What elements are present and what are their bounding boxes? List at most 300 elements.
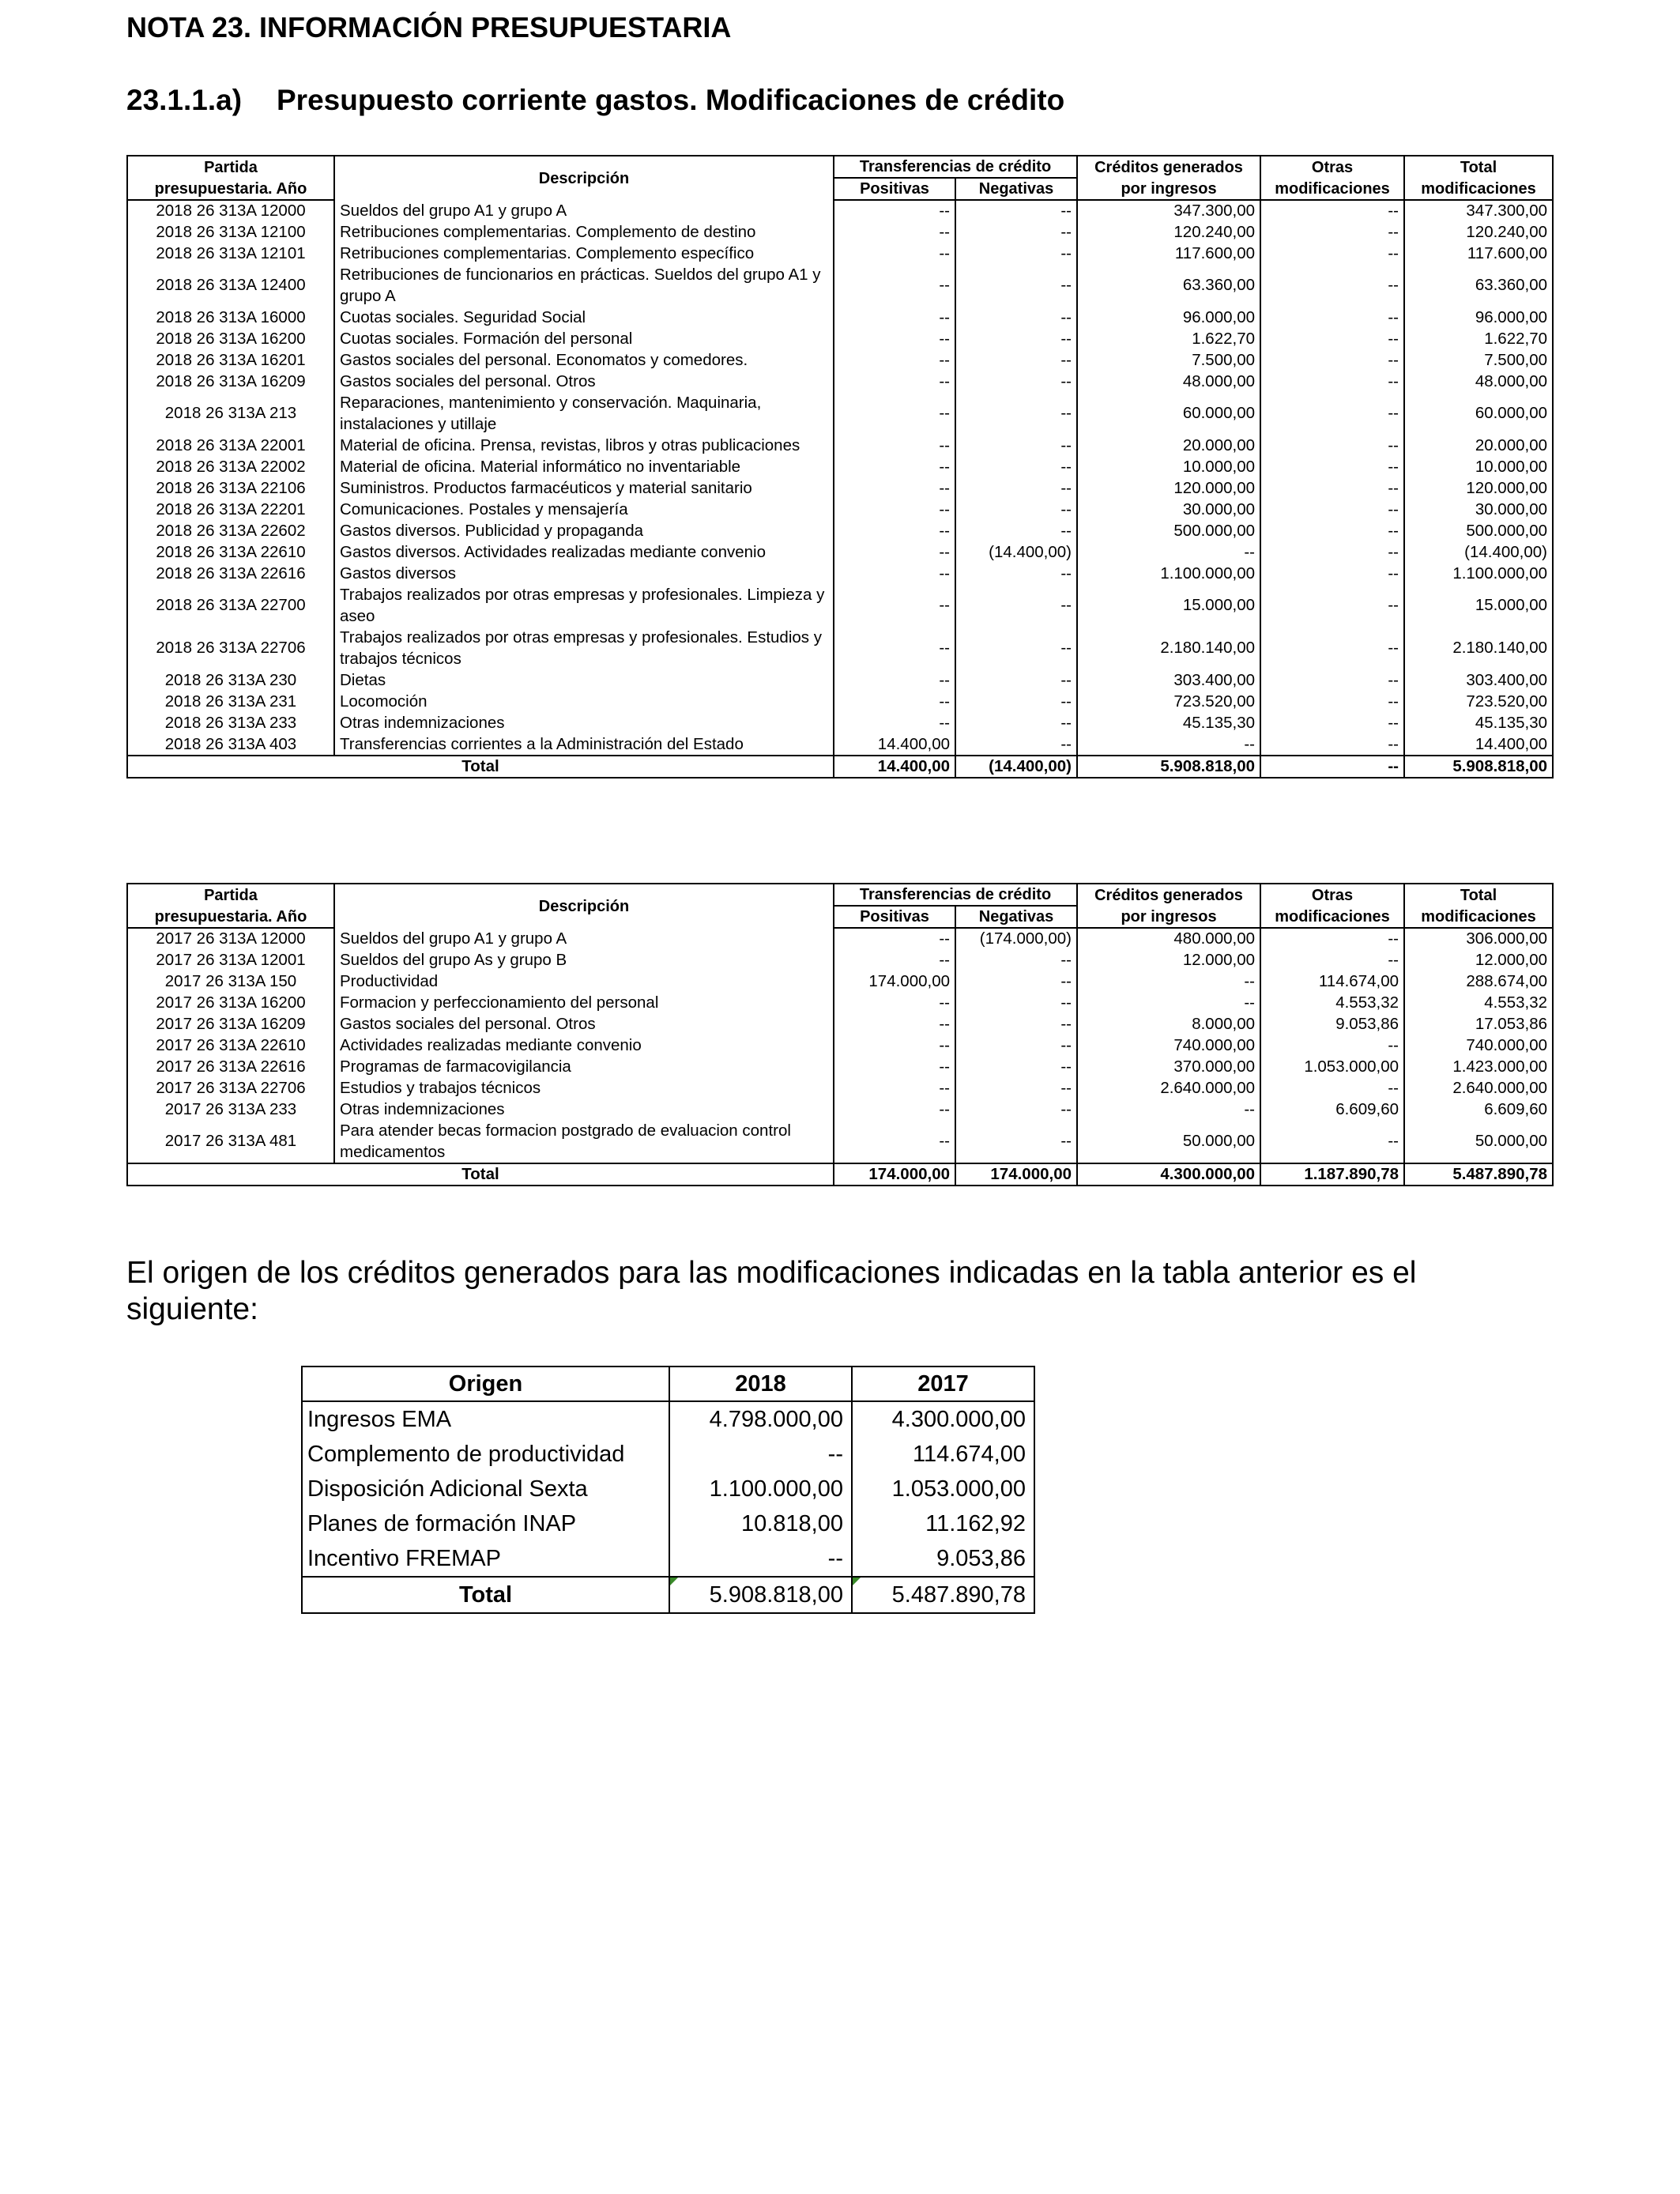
header-otras-l2: modificaciones	[1260, 178, 1404, 200]
descripcion-cell: Gastos diversos. Publicidad y propaganda	[334, 520, 834, 541]
table-row	[127, 1035, 1553, 1056]
negativas-cell: --	[955, 669, 1077, 691]
descripcion-cell: Transferencias corrientes a la Administración del Estado	[334, 733, 834, 756]
table-row	[127, 627, 1553, 669]
total-modificaciones-cell: 117.600,00	[1404, 243, 1553, 264]
origin-row	[302, 1506, 1034, 1541]
total-modificaciones-cell: 7.500,00	[1404, 349, 1553, 371]
table-row	[127, 307, 1553, 328]
origin-total-value: 5.908.818,00	[709, 1581, 843, 1608]
table-row	[127, 584, 1553, 627]
total-modificaciones-cell: (14.400,00)	[1404, 541, 1553, 563]
positivas-cell: --	[834, 307, 955, 328]
otras-modificaciones-cell: 4.553,32	[1260, 992, 1404, 1013]
positivas-cell: 14.400,00	[834, 733, 955, 756]
descripcion-cell: Otras indemnizaciones	[334, 712, 834, 733]
origin-label: Complemento de productividad	[302, 1437, 669, 1472]
partida-cell: 2018 26 313A 22106	[127, 477, 334, 499]
total-modificaciones-cell: 500.000,00	[1404, 520, 1553, 541]
table-row	[127, 669, 1553, 691]
otras-modificaciones-cell: --	[1260, 627, 1404, 669]
creditos-generados-cell: 7.500,00	[1077, 349, 1260, 371]
creditos-generados-cell: 20.000,00	[1077, 435, 1260, 456]
otras-modificaciones-cell: --	[1260, 456, 1404, 477]
header-transferencias: Transferencias de crédito	[834, 156, 1077, 178]
table-row	[127, 563, 1553, 584]
table-row	[127, 971, 1553, 992]
origin-label: Planes de formación INAP	[302, 1506, 669, 1541]
creditos-generados-cell: 63.360,00	[1077, 264, 1260, 307]
otras-modificaciones-cell: --	[1260, 200, 1404, 221]
descripcion-cell: Cuotas sociales. Seguridad Social	[334, 307, 834, 328]
descripcion-cell: Material de oficina. Prensa, revistas, libros y otras publicaciones	[334, 435, 834, 456]
negativas-cell: --	[955, 1077, 1077, 1099]
creditos-generados-cell: 480.000,00	[1077, 928, 1260, 949]
positivas-cell: --	[834, 992, 955, 1013]
descripcion-cell: Actividades realizadas mediante convenio	[334, 1035, 834, 1056]
descripcion-cell: Programas de farmacovigilancia	[334, 1056, 834, 1077]
creditos-generados-cell: 48.000,00	[1077, 371, 1260, 392]
negativas-cell: --	[955, 1099, 1077, 1120]
section-subtitle	[126, 84, 1064, 117]
creditos-generados-cell: 45.135,30	[1077, 712, 1260, 733]
otras-modificaciones-cell: 9.053,86	[1260, 1013, 1404, 1035]
origin-value-2018: 4.798.000,00	[669, 1401, 852, 1437]
origin-label: Incentivo FREMAP	[302, 1541, 669, 1577]
origin-total-row	[302, 1577, 1034, 1613]
origin-header-origen: Origen	[302, 1367, 669, 1401]
origin-label: Ingresos EMA	[302, 1401, 669, 1437]
positivas-cell: --	[834, 371, 955, 392]
origin-row	[302, 1541, 1034, 1577]
descripcion-cell: Reparaciones, mantenimiento y conservación. Maquinaria, instalaciones y utillaje	[334, 392, 834, 435]
creditos-generados-cell: 117.600,00	[1077, 243, 1260, 264]
header-otras: Otras	[1260, 884, 1404, 906]
origin-value-2017: 114.674,00	[852, 1437, 1034, 1472]
header-descripcion: Descripción	[334, 156, 834, 200]
descripcion-cell: Retribuciones de funcionarios en prácticas. Sueldos del grupo A1 y grupo A	[334, 264, 834, 307]
creditos-generados-cell: --	[1077, 541, 1260, 563]
table-row	[127, 221, 1553, 243]
partida-cell: 2017 26 313A 16209	[127, 1013, 334, 1035]
total-modificaciones-cell: 723.520,00	[1404, 691, 1553, 712]
total-negativas: (14.400,00)	[955, 756, 1077, 778]
partida-cell: 2018 26 313A 22602	[127, 520, 334, 541]
total-modificaciones-cell: 30.000,00	[1404, 499, 1553, 520]
descripcion-cell: Suministros. Productos farmacéuticos y material sanitario	[334, 477, 834, 499]
descripcion-cell: Locomoción	[334, 691, 834, 712]
partida-cell: 2018 26 313A 213	[127, 392, 334, 435]
total-modificaciones-cell: 1.100.000,00	[1404, 563, 1553, 584]
partida-cell: 2018 26 313A 231	[127, 691, 334, 712]
negativas-cell: --	[955, 477, 1077, 499]
otras-modificaciones-cell: --	[1260, 264, 1404, 307]
creditos-generados-cell: 8.000,00	[1077, 1013, 1260, 1035]
otras-modificaciones-cell: --	[1260, 1120, 1404, 1163]
total-modificaciones-cell: 17.053,86	[1404, 1013, 1553, 1035]
origin-total-2018	[669, 1577, 852, 1613]
otras-modificaciones-cell: --	[1260, 499, 1404, 520]
partida-cell: 2018 26 313A 403	[127, 733, 334, 756]
header-creditos: Créditos generados	[1077, 884, 1260, 906]
negativas-cell: (14.400,00)	[955, 541, 1077, 563]
table-row	[127, 1056, 1553, 1077]
header-otras: Otras	[1260, 156, 1404, 178]
total-row	[127, 1163, 1553, 1186]
total-modificaciones-cell: 2.180.140,00	[1404, 627, 1553, 669]
creditos-generados-cell: 500.000,00	[1077, 520, 1260, 541]
table-row	[127, 1099, 1553, 1120]
otras-modificaciones-cell: 1.053.000,00	[1260, 1056, 1404, 1077]
positivas-cell: --	[834, 499, 955, 520]
descripcion-cell: Gastos sociales del personal. Economatos y comedores.	[334, 349, 834, 371]
table-row	[127, 520, 1553, 541]
table-row	[127, 349, 1553, 371]
negativas-cell: --	[955, 264, 1077, 307]
otras-modificaciones-cell: --	[1260, 477, 1404, 499]
table-row	[127, 928, 1553, 949]
partida-cell: 2017 26 313A 481	[127, 1120, 334, 1163]
positivas-cell: --	[834, 712, 955, 733]
creditos-generados-cell: 303.400,00	[1077, 669, 1260, 691]
positivas-cell: --	[834, 669, 955, 691]
positivas-cell: 174.000,00	[834, 971, 955, 992]
total-modificaciones-cell: 96.000,00	[1404, 307, 1553, 328]
origin-value-2017: 11.162,92	[852, 1506, 1034, 1541]
page-title: NOTA 23. INFORMACIÓN PRESUPUESTARIA	[126, 11, 732, 43]
header-creditos-l2: por ingresos	[1077, 178, 1260, 200]
header-total-l2: modificaciones	[1404, 178, 1553, 200]
partida-cell: 2018 26 313A 12100	[127, 221, 334, 243]
table-row	[127, 541, 1553, 563]
total-modificaciones-cell: 120.000,00	[1404, 477, 1553, 499]
table-row	[127, 371, 1553, 392]
header-total-l2: modificaciones	[1404, 906, 1553, 928]
partida-cell: 2017 26 313A 22706	[127, 1077, 334, 1099]
otras-modificaciones-cell: --	[1260, 435, 1404, 456]
negativas-cell: --	[955, 307, 1077, 328]
total-creditos-generados: 4.300.000,00	[1077, 1163, 1260, 1186]
partida-cell: 2018 26 313A 230	[127, 669, 334, 691]
total-otras-modificaciones: 1.187.890,78	[1260, 1163, 1404, 1186]
otras-modificaciones-cell: --	[1260, 371, 1404, 392]
positivas-cell: --	[834, 691, 955, 712]
table-row	[127, 435, 1553, 456]
descripcion-cell: Trabajos realizados por otras empresas y profesionales. Limpieza y aseo	[334, 584, 834, 627]
descripcion-cell: Trabajos realizados por otras empresas y profesionales. Estudios y trabajos técnicos	[334, 627, 834, 669]
total-otras-modificaciones: --	[1260, 756, 1404, 778]
header-partida: Partida	[127, 884, 334, 906]
creditos-generados-cell: 96.000,00	[1077, 307, 1260, 328]
positivas-cell: --	[834, 1077, 955, 1099]
section-number: 23.1.1.a)	[126, 84, 243, 116]
otras-modificaciones-cell: 114.674,00	[1260, 971, 1404, 992]
positivas-cell: --	[834, 563, 955, 584]
table-row	[127, 456, 1553, 477]
table-row	[127, 243, 1553, 264]
negativas-cell: --	[955, 712, 1077, 733]
descripcion-cell: Productividad	[334, 971, 834, 992]
negativas-cell: --	[955, 1035, 1077, 1056]
partida-cell: 2017 26 313A 22616	[127, 1056, 334, 1077]
table-row	[127, 992, 1553, 1013]
negativas-cell: --	[955, 371, 1077, 392]
table-row	[127, 712, 1553, 733]
total-negativas: 174.000,00	[955, 1163, 1077, 1186]
header-creditos: Créditos generados	[1077, 156, 1260, 178]
creditos-generados-cell: --	[1077, 733, 1260, 756]
total-modificaciones-cell: 4.553,32	[1404, 992, 1553, 1013]
descripcion-cell: Sueldos del grupo As y grupo B	[334, 949, 834, 971]
total-modificaciones-cell: 347.300,00	[1404, 200, 1553, 221]
partida-cell: 2017 26 313A 233	[127, 1099, 334, 1120]
partida-cell: 2018 26 313A 22610	[127, 541, 334, 563]
positivas-cell: --	[834, 349, 955, 371]
total-modificaciones-cell: 20.000,00	[1404, 435, 1553, 456]
otras-modificaciones-cell: --	[1260, 712, 1404, 733]
total-modificaciones: 5.908.818,00	[1404, 756, 1553, 778]
creditos-generados-cell: 1.622,70	[1077, 328, 1260, 349]
descripcion-cell: Cuotas sociales. Formación del personal	[334, 328, 834, 349]
table-row	[127, 200, 1553, 221]
header-partida-l2: presupuestaria. Año	[127, 178, 334, 200]
table-row	[127, 392, 1553, 435]
creditos-generados-cell: 1.100.000,00	[1077, 563, 1260, 584]
descripcion-cell: Sueldos del grupo A1 y grupo A	[334, 200, 834, 221]
origin-row	[302, 1472, 1034, 1506]
descripcion-cell: Formacion y perfeccionamiento del personal	[334, 992, 834, 1013]
partida-cell: 2018 26 313A 22700	[127, 584, 334, 627]
partida-cell: 2018 26 313A 22201	[127, 499, 334, 520]
table-row	[127, 691, 1553, 712]
origin-value-2018: 10.818,00	[669, 1506, 852, 1541]
total-row	[127, 756, 1553, 778]
creditos-generados-cell: 347.300,00	[1077, 200, 1260, 221]
positivas-cell: --	[834, 1099, 955, 1120]
positivas-cell: --	[834, 328, 955, 349]
table-row	[127, 949, 1553, 971]
total-modificaciones-cell: 740.000,00	[1404, 1035, 1553, 1056]
partida-cell: 2018 26 313A 22002	[127, 456, 334, 477]
partida-cell: 2018 26 313A 12101	[127, 243, 334, 264]
table-row	[127, 264, 1553, 307]
creditos-generados-cell: 12.000,00	[1077, 949, 1260, 971]
creditos-generados-cell: 723.520,00	[1077, 691, 1260, 712]
positivas-cell: --	[834, 949, 955, 971]
descripcion-cell: Estudios y trabajos técnicos	[334, 1077, 834, 1099]
negativas-cell: --	[955, 563, 1077, 584]
creditos-generados-cell: 740.000,00	[1077, 1035, 1260, 1056]
otras-modificaciones-cell: --	[1260, 520, 1404, 541]
positivas-cell: --	[834, 1056, 955, 1077]
creditos-generados-cell: 370.000,00	[1077, 1056, 1260, 1077]
origin-row	[302, 1401, 1034, 1437]
creditos-generados-cell: 120.000,00	[1077, 477, 1260, 499]
table-row	[127, 1077, 1553, 1099]
positivas-cell: --	[834, 435, 955, 456]
partida-cell: 2017 26 313A 22610	[127, 1035, 334, 1056]
total-positivas: 14.400,00	[834, 756, 955, 778]
otras-modificaciones-cell: --	[1260, 243, 1404, 264]
total-modificaciones: 5.487.890,78	[1404, 1163, 1553, 1186]
origin-value-2017: 4.300.000,00	[852, 1401, 1034, 1437]
origin-value-2017: 1.053.000,00	[852, 1472, 1034, 1506]
total-modificaciones-cell: 6.609,60	[1404, 1099, 1553, 1120]
descripcion-cell: Sueldos del grupo A1 y grupo A	[334, 928, 834, 949]
table-row	[127, 477, 1553, 499]
origin-header-2017: 2017	[852, 1367, 1034, 1401]
partida-cell: 2018 26 313A 233	[127, 712, 334, 733]
creditos-generados-cell: --	[1077, 971, 1260, 992]
otras-modificaciones-cell: --	[1260, 928, 1404, 949]
creditos-generados-cell: --	[1077, 992, 1260, 1013]
total-creditos-generados: 5.908.818,00	[1077, 756, 1260, 778]
descripcion-cell: Gastos sociales del personal. Otros	[334, 371, 834, 392]
positivas-cell: --	[834, 541, 955, 563]
otras-modificaciones-cell: --	[1260, 307, 1404, 328]
negativas-cell: --	[955, 1013, 1077, 1035]
partida-cell: 2018 26 313A 16200	[127, 328, 334, 349]
otras-modificaciones-cell: --	[1260, 669, 1404, 691]
table-row	[127, 328, 1553, 349]
positivas-cell: --	[834, 627, 955, 669]
negativas-cell: --	[955, 733, 1077, 756]
partida-cell: 2017 26 313A 16200	[127, 992, 334, 1013]
partida-cell: 2018 26 313A 22616	[127, 563, 334, 584]
table-row	[127, 733, 1553, 756]
header-otras-l2: modificaciones	[1260, 906, 1404, 928]
positivas-cell: --	[834, 200, 955, 221]
total-modificaciones-cell: 12.000,00	[1404, 949, 1553, 971]
otras-modificaciones-cell: --	[1260, 584, 1404, 627]
descripcion-cell: Retribuciones complementarias. Complemento específico	[334, 243, 834, 264]
descripcion-cell: Gastos diversos. Actividades realizadas mediante convenio	[334, 541, 834, 563]
descripcion-cell: Para atender becas formacion postgrado de evaluacion control medicamentos	[334, 1120, 834, 1163]
total-modificaciones-cell: 14.400,00	[1404, 733, 1553, 756]
negativas-cell: --	[955, 691, 1077, 712]
total-modificaciones-cell: 2.640.000,00	[1404, 1077, 1553, 1099]
origin-header-2018: 2018	[669, 1367, 852, 1401]
table-row	[127, 499, 1553, 520]
header-negativas: Negativas	[955, 906, 1077, 928]
descripcion-cell: Retribuciones complementarias. Complemento de destino	[334, 221, 834, 243]
creditos-generados-cell: 10.000,00	[1077, 456, 1260, 477]
creditos-generados-cell: 30.000,00	[1077, 499, 1260, 520]
positivas-cell: --	[834, 584, 955, 627]
table-row	[127, 1013, 1553, 1035]
positivas-cell: --	[834, 221, 955, 243]
positivas-cell: --	[834, 1013, 955, 1035]
total-modificaciones-cell: 15.000,00	[1404, 584, 1553, 627]
negativas-cell: --	[955, 520, 1077, 541]
budget-table-2018	[126, 155, 1554, 778]
total-positivas: 174.000,00	[834, 1163, 955, 1186]
creditos-generados-cell: 50.000,00	[1077, 1120, 1260, 1163]
total-label: Total	[127, 756, 834, 778]
negativas-cell: --	[955, 499, 1077, 520]
total-modificaciones-cell: 306.000,00	[1404, 928, 1553, 949]
negativas-cell: --	[955, 456, 1077, 477]
header-positivas: Positivas	[834, 178, 955, 200]
negativas-cell: --	[955, 971, 1077, 992]
negativas-cell: --	[955, 435, 1077, 456]
otras-modificaciones-cell: --	[1260, 1077, 1404, 1099]
otras-modificaciones-cell: --	[1260, 541, 1404, 563]
otras-modificaciones-cell: --	[1260, 328, 1404, 349]
positivas-cell: --	[834, 928, 955, 949]
otras-modificaciones-cell: --	[1260, 949, 1404, 971]
descripcion-cell: Dietas	[334, 669, 834, 691]
creditos-generados-cell: --	[1077, 1099, 1260, 1120]
cell-flag-marker	[853, 1578, 861, 1585]
descripcion-cell: Material de oficina. Material informático no inventariable	[334, 456, 834, 477]
total-modificaciones-cell: 63.360,00	[1404, 264, 1553, 307]
positivas-cell: --	[834, 1035, 955, 1056]
otras-modificaciones-cell: --	[1260, 221, 1404, 243]
total-modificaciones-cell: 45.135,30	[1404, 712, 1553, 733]
origin-paragraph: El origen de los créditos generados para las modificaciones indicadas en la tabla anterior es el siguiente:	[126, 1256, 1417, 1326]
cell-flag-marker	[670, 1578, 678, 1585]
creditos-generados-cell: 15.000,00	[1077, 584, 1260, 627]
total-modificaciones-cell: 60.000,00	[1404, 392, 1553, 435]
header-partida: Partida	[127, 156, 334, 178]
negativas-cell: --	[955, 349, 1077, 371]
partida-cell: 2018 26 313A 22001	[127, 435, 334, 456]
partida-cell: 2018 26 313A 16000	[127, 307, 334, 328]
total-modificaciones-cell: 1.622,70	[1404, 328, 1553, 349]
total-modificaciones-cell: 50.000,00	[1404, 1120, 1553, 1163]
negativas-cell: --	[955, 949, 1077, 971]
otras-modificaciones-cell: --	[1260, 1035, 1404, 1056]
header-negativas: Negativas	[955, 178, 1077, 200]
budget-rows-2018	[127, 200, 1553, 778]
positivas-cell: --	[834, 1120, 955, 1163]
total-modificaciones-cell: 288.674,00	[1404, 971, 1553, 992]
section-title: Presupuesto corriente gastos. Modificaciones de crédito	[277, 84, 1065, 116]
origin-row	[302, 1437, 1034, 1472]
partida-cell: 2018 26 313A 12400	[127, 264, 334, 307]
descripcion-cell: Otras indemnizaciones	[334, 1099, 834, 1120]
origin-value-2018: 1.100.000,00	[669, 1472, 852, 1506]
origin-rows	[302, 1401, 1034, 1613]
partida-cell: 2018 26 313A 16209	[127, 371, 334, 392]
header-positivas: Positivas	[834, 906, 955, 928]
otras-modificaciones-cell: --	[1260, 349, 1404, 371]
otras-modificaciones-cell: --	[1260, 691, 1404, 712]
total-modificaciones-cell: 48.000,00	[1404, 371, 1553, 392]
partida-cell: 2017 26 313A 12001	[127, 949, 334, 971]
total-modificaciones-cell: 303.400,00	[1404, 669, 1553, 691]
negativas-cell: --	[955, 392, 1077, 435]
positivas-cell: --	[834, 456, 955, 477]
positivas-cell: --	[834, 264, 955, 307]
negativas-cell: --	[955, 584, 1077, 627]
header-transferencias: Transferencias de crédito	[834, 884, 1077, 906]
negativas-cell: (174.000,00)	[955, 928, 1077, 949]
negativas-cell: --	[955, 1056, 1077, 1077]
header-creditos-l2: por ingresos	[1077, 906, 1260, 928]
total-modificaciones-cell: 1.423.000,00	[1404, 1056, 1553, 1077]
negativas-cell: --	[955, 1120, 1077, 1163]
creditos-generados-cell: 2.640.000,00	[1077, 1077, 1260, 1099]
origin-table	[301, 1366, 1035, 1614]
otras-modificaciones-cell: --	[1260, 563, 1404, 584]
positivas-cell: --	[834, 243, 955, 264]
origin-total-value: 5.487.890,78	[891, 1581, 1026, 1608]
partida-cell: 2017 26 313A 12000	[127, 928, 334, 949]
total-modificaciones-cell: 10.000,00	[1404, 456, 1553, 477]
origin-label: Disposición Adicional Sexta	[302, 1472, 669, 1506]
